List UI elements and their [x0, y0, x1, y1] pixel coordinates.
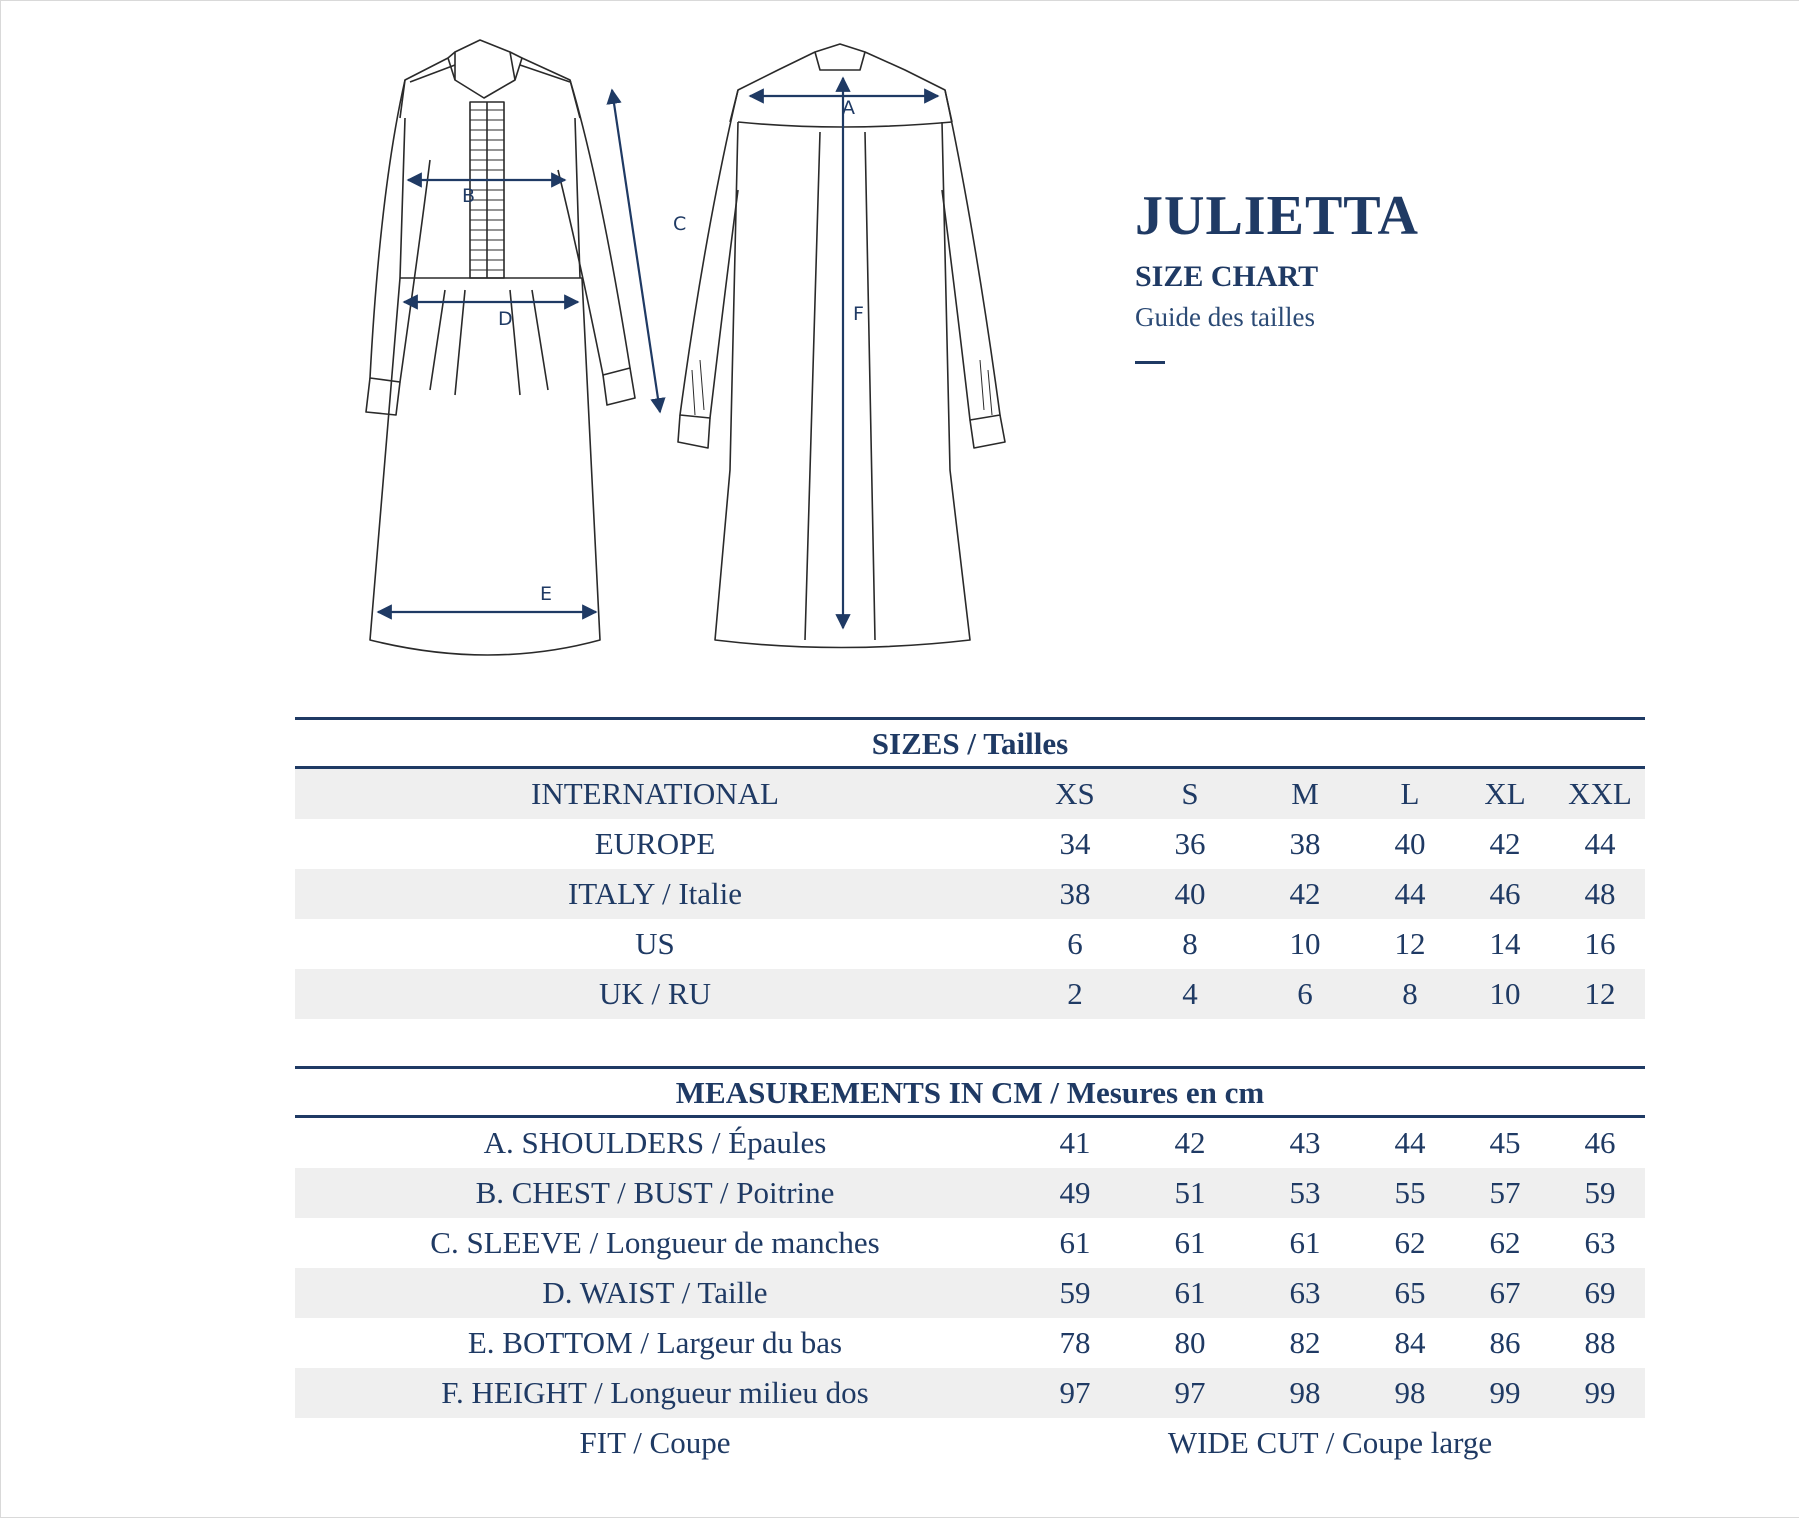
cell: 38: [1289, 826, 1321, 861]
cell: 80: [1174, 1325, 1206, 1360]
row-label: EUROPE: [594, 826, 716, 861]
size-chart-subtitle-fr: Guide des tailles: [1135, 302, 1315, 332]
row-label: INTERNATIONAL: [531, 776, 779, 811]
cell: L: [1400, 776, 1420, 811]
table-row: [295, 819, 1645, 869]
cell: 43: [1289, 1125, 1321, 1160]
cell: 62: [1394, 1225, 1426, 1260]
cell: 97: [1059, 1375, 1091, 1410]
cell: 84: [1394, 1325, 1426, 1360]
cell: 59: [1584, 1175, 1616, 1210]
table-row: [295, 919, 1645, 969]
cell: 40: [1174, 876, 1206, 911]
cell: 98: [1394, 1375, 1426, 1410]
cell: 78: [1059, 1325, 1091, 1360]
cell: 99: [1489, 1375, 1521, 1410]
row-label: F. HEIGHT / Longueur milieu dos: [441, 1375, 869, 1410]
cell: 55: [1394, 1175, 1426, 1210]
cell: 10: [1289, 926, 1321, 961]
cell: 44: [1394, 876, 1426, 911]
cell: 65: [1394, 1275, 1426, 1310]
cell: 2: [1067, 976, 1083, 1011]
cell: 59: [1059, 1275, 1091, 1310]
cell: 97: [1174, 1375, 1206, 1410]
dress-front-drawing: [366, 40, 635, 655]
table-row: [295, 1218, 1645, 1268]
row-label: ITALY / Italie: [567, 876, 743, 911]
cell: 44: [1584, 826, 1616, 861]
label-f: F: [853, 303, 864, 325]
row-label: B. CHEST / BUST / Poitrine: [475, 1175, 835, 1210]
row-label: UK / RU: [599, 976, 711, 1011]
cell: 6: [1067, 926, 1083, 961]
cell: 49: [1059, 1175, 1091, 1210]
cell: 62: [1489, 1225, 1521, 1260]
cell: 41: [1059, 1125, 1091, 1160]
table-row: [295, 1318, 1645, 1368]
cell: 61: [1174, 1225, 1206, 1260]
cell: 36: [1174, 826, 1206, 861]
cell: 46: [1584, 1125, 1616, 1160]
cell: 42: [1489, 826, 1521, 861]
table-row: [295, 769, 1645, 819]
cell: 61: [1289, 1225, 1321, 1260]
cell: 12: [1394, 926, 1426, 961]
title-block: [1135, 185, 1419, 364]
cell: 38: [1059, 876, 1091, 911]
table-row: [295, 1118, 1645, 1168]
cell: 99: [1584, 1375, 1616, 1410]
cell: 4: [1182, 976, 1198, 1011]
row-label: A. SHOULDERS / Épaules: [483, 1125, 827, 1160]
size-chart-subtitle: SIZE CHART: [1135, 260, 1319, 293]
cell: 44: [1394, 1125, 1426, 1160]
table-row: [295, 869, 1645, 919]
cell: 42: [1174, 1125, 1206, 1160]
label-e: E: [540, 583, 553, 605]
cell: 42: [1289, 876, 1321, 911]
row-label: US: [635, 926, 675, 961]
measurements-heading: MEASUREMENTS IN CM / Mesures en cm: [295, 1066, 1645, 1118]
table-row: [295, 969, 1645, 1019]
measurements-table: [295, 1066, 1645, 1468]
dress-illustration: [360, 30, 1120, 660]
cell: 63: [1584, 1225, 1616, 1260]
cell: 61: [1174, 1275, 1206, 1310]
cell: 86: [1489, 1325, 1521, 1360]
label-b: B: [462, 185, 476, 207]
fit-value: WIDE CUT / Coupe large: [1167, 1425, 1493, 1460]
cell: 46: [1489, 876, 1521, 911]
label-a: A: [842, 97, 855, 119]
label-c: C: [673, 213, 687, 235]
cell: 40: [1394, 826, 1426, 861]
table-row: [295, 1268, 1645, 1318]
cell: 8: [1402, 976, 1418, 1011]
cell: 67: [1489, 1275, 1521, 1310]
cell: M: [1291, 776, 1319, 811]
title-dash: [1135, 361, 1165, 364]
sizes-table: [295, 717, 1645, 1019]
cell: 8: [1182, 926, 1198, 961]
cell: 51: [1174, 1175, 1206, 1210]
cell: 6: [1297, 976, 1313, 1011]
label-d: D: [498, 308, 513, 330]
cell: S: [1181, 776, 1199, 811]
cell: XXL: [1568, 776, 1632, 811]
cell: 45: [1489, 1125, 1521, 1160]
row-label: C. SLEEVE / Longueur de manches: [430, 1225, 880, 1260]
cell: XL: [1484, 776, 1526, 811]
cell: 14: [1489, 926, 1521, 961]
table-row: [295, 1368, 1645, 1418]
cell: 57: [1489, 1175, 1521, 1210]
cell: 63: [1289, 1275, 1321, 1310]
cell: 82: [1289, 1325, 1321, 1360]
sizes-heading: SIZES / Tailles: [295, 717, 1645, 769]
cell: 88: [1584, 1325, 1616, 1360]
table-row: [295, 1168, 1645, 1218]
cell: 69: [1584, 1275, 1616, 1310]
cell: 98: [1289, 1375, 1321, 1410]
dress-back-drawing: [678, 44, 1005, 648]
row-label: E. BOTTOM / Largeur du bas: [467, 1325, 843, 1360]
cell: 12: [1584, 976, 1616, 1011]
cell: 61: [1059, 1225, 1091, 1260]
cell: 48: [1584, 876, 1616, 911]
cell: 16: [1584, 926, 1616, 961]
cell: 10: [1489, 976, 1521, 1011]
cell: 34: [1059, 826, 1091, 861]
row-label: D. WAIST / Taille: [542, 1275, 768, 1310]
cell: XS: [1055, 776, 1095, 811]
fit-row: [295, 1418, 1645, 1468]
brand-title: JULIETTA: [1135, 185, 1419, 247]
fit-label: FIT / Coupe: [579, 1425, 731, 1460]
cell: 53: [1289, 1175, 1321, 1210]
